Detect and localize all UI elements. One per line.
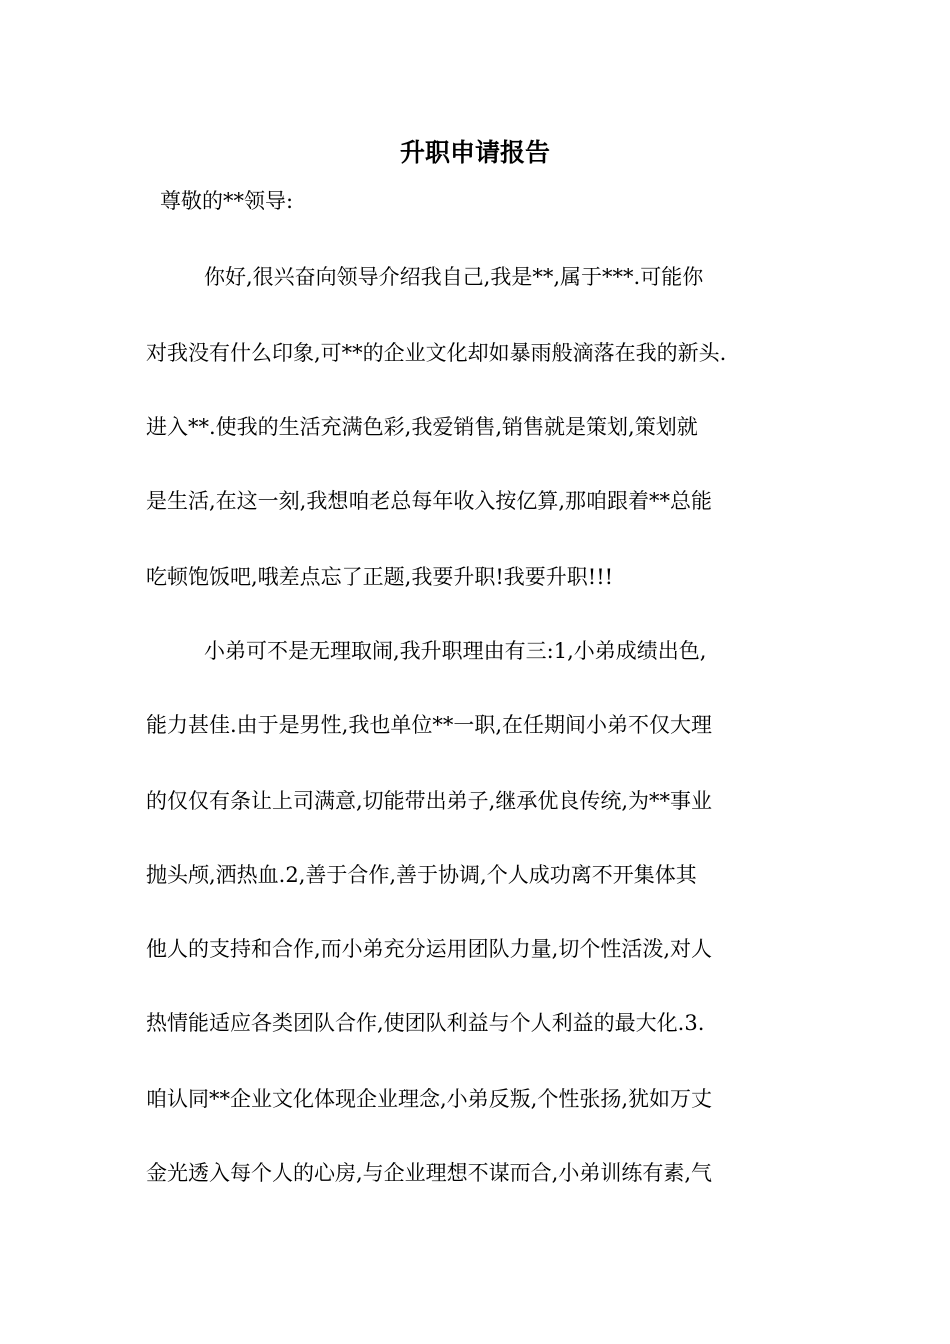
paragraph-line: 小弟可不是无理取闹,我升职理由有三:1,小弟成绩出色, <box>204 639 707 663</box>
paragraph-line: 吃顿饱饭吧,哦差点忘了正题,我要升职!我要升职!!! <box>146 565 614 589</box>
paragraph-line: 他人的支持和合作,而小弟充分运用团队力量,切个性活泼,对人 <box>146 937 713 961</box>
paragraph-line: 是生活,在这一刻,我想咱老总每年收入按亿算,那咱跟着**总能 <box>146 489 713 513</box>
document-title: 升职申请报告 <box>399 138 550 167</box>
paragraph-line: 金光透入每个人的心房,与企业理想不谋而合,小弟训练有素,气 <box>146 1161 713 1185</box>
salutation: 尊敬的**领导: <box>160 189 294 213</box>
paragraph-line: 进入**.使我的生活充满色彩,我爱销售,销售就是策划,策划就 <box>146 415 698 439</box>
paragraph-line: 热情能适应各类团队合作,使团队利益与个人利益的最大化.3. <box>146 1011 705 1035</box>
paragraph-line: 能力甚佳.由于是男性,我也单位**一职,在任期间小弟不仅大理 <box>146 713 713 737</box>
paragraph-line: 你好,很兴奋向领导介绍我自己,我是**,属于***.可能你 <box>204 265 704 289</box>
paragraph-line: 对我没有什么印象,可**的企业文化却如暴雨般滴落在我的新头. <box>146 341 727 365</box>
paragraph-line: 咱认同**企业文化体现企业理念,小弟反叛,个性张扬,犹如万丈 <box>146 1087 713 1111</box>
paragraph-line: 抛头颅,洒热血.2,善于合作,善于协调,个人成功离不开集体其 <box>146 863 697 887</box>
paragraph-line: 的仅仅有条让上司满意,切能带出弟子,继承优良传统,为**事业 <box>146 789 713 813</box>
